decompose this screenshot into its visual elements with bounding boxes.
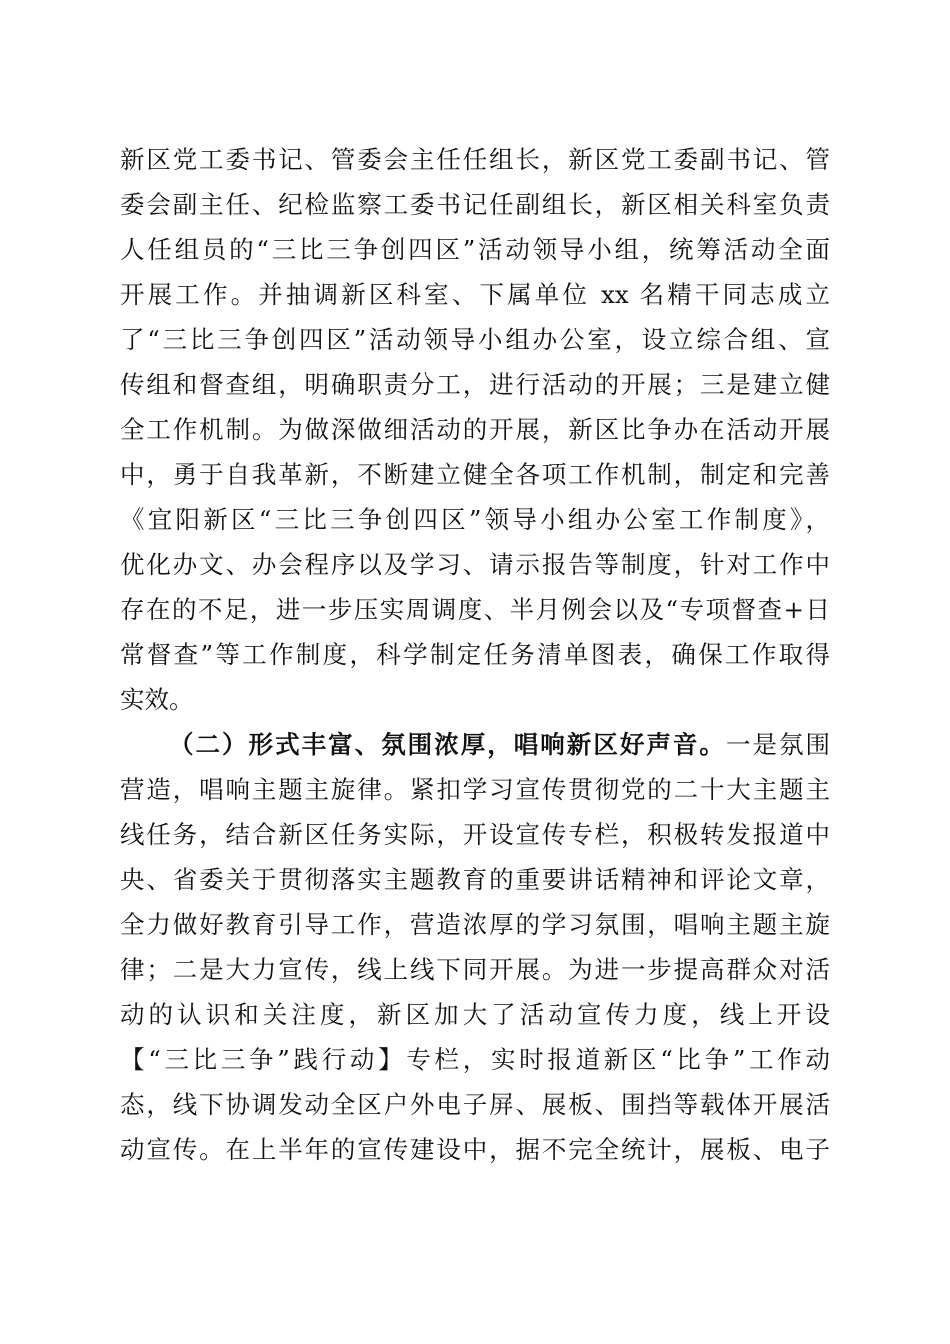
text-line: 传组和督查组，明确职责分工，进行活动的开展；三是建立健: [120, 370, 830, 399]
text-line: 委会副主任、纪检监察工委书记任副组长，新区相关科室负责: [120, 190, 830, 219]
text-line: 动的认识和关注度，新区加大了活动宣传力度，线上开设: [120, 1000, 830, 1029]
text-line: 动宣传。在上半年的宣传建设中，据不完全统计，展板、电子: [120, 1135, 830, 1164]
text-line: 态，线下协调发动全区户外电子屏、展板、围挡等载体开展活: [120, 1090, 830, 1119]
text-line: 常督查”等工作制度，科学制定任务清单图表，确保工作取得: [120, 640, 830, 669]
text-line: 开展工作。并抽调新区科室、下属单位 xx 名精干同志成立: [120, 280, 830, 309]
text-line: 人任组员的“三比三争创四区”活动领导小组，统筹活动全面: [120, 235, 830, 264]
text-line: 优化办文、办会程序以及学习、请示报告等制度，针对工作中: [120, 550, 830, 579]
paragraph-first-line: [169, 725, 830, 765]
text-line: 了“三比三争创四区”活动领导小组办公室，设立综合组、宣: [120, 325, 830, 354]
text-line: 实效。: [120, 685, 194, 714]
text-line: 营造，唱响主题主旋律。紧扣学习宣传贯彻党的二十大主题主: [120, 775, 830, 804]
text-line: 线任务，结合新区任务实际，开设宣传专栏，积极转发报道中: [120, 820, 830, 849]
text-line: 央、省委关于贯彻落实主题教育的重要讲话精神和评论文章，: [120, 865, 830, 894]
text-line: 【“三比三争”践行动】专栏，实时报道新区“比争”工作动: [120, 1045, 830, 1074]
heading-followup-text: 一是氛围: [725, 730, 830, 759]
text-line: 新区党工委书记、管委会主任任组长，新区党工委副书记、管: [120, 145, 830, 174]
text-line: 全力做好教育引导工作，营造浓厚的学习氛围，唱响主题主旋: [120, 910, 830, 939]
text-line: 全工作机制。为做深做细活动的开展，新区比争办在活动开展: [120, 415, 830, 444]
section-heading: （二）形式丰富、氛围浓厚，唱响新区好声音。: [169, 730, 726, 759]
text-line: 律；二是大力宣传，线上线下同开展。为进一步提高群众对活: [120, 955, 830, 984]
text-line: 《宜阳新区“三比三争创四区”领导小组办公室工作制度》，: [120, 505, 830, 534]
text-line: 中，勇于自我革新，不断建立健全各项工作机制，制定和完善: [120, 460, 830, 489]
text-line: 存在的不足，进一步压实周调度、半月例会以及“专项督查+日: [120, 595, 830, 624]
